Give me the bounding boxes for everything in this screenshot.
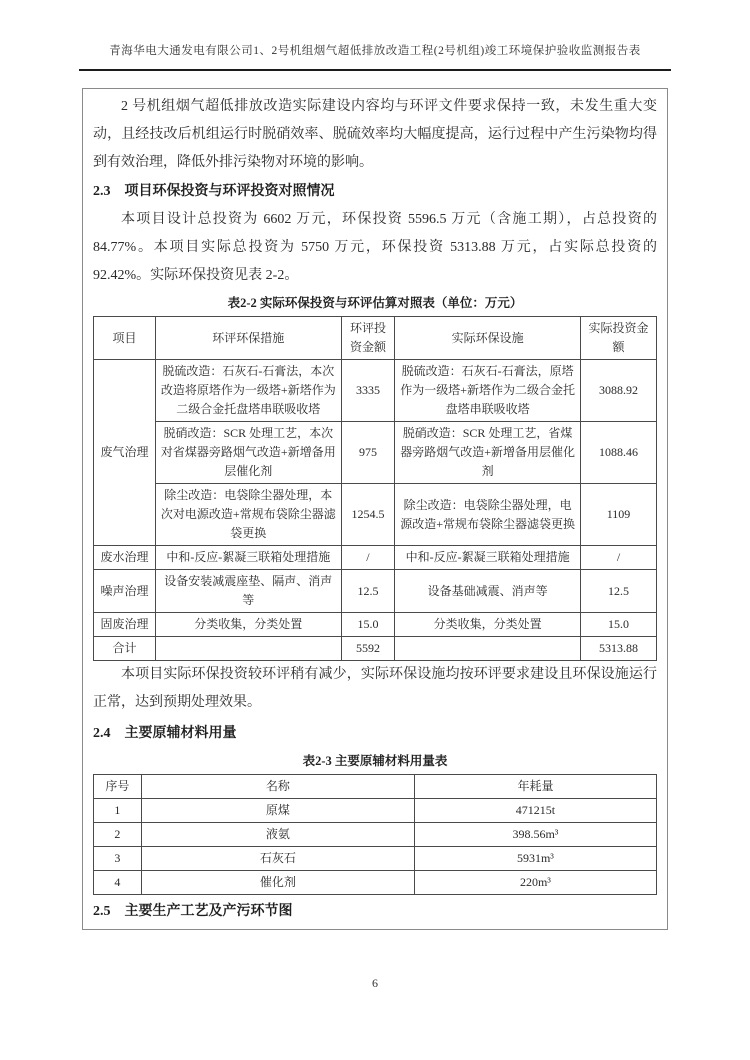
document-body-frame (82, 88, 668, 930)
cell-measure: 分类收集，分类处置 (155, 613, 341, 637)
cell-actual-facility: 脱硝改造：SCR 处理工艺，省煤器旁路烟气改造+新增备用层催化剂 (395, 422, 581, 484)
cell-actual-amount: 12.5 (580, 570, 656, 613)
cell-actual-facility: 脱硫改造：石灰石-石膏法，原塔作为一级塔+新塔作为二级合金托盘塔串联吸收塔 (395, 360, 581, 422)
cell-index: 4 (94, 871, 142, 895)
table-row (94, 613, 657, 637)
cell-measure (155, 637, 341, 661)
cell-consumption: 5931m³ (414, 847, 656, 871)
cell-eia-amount: 12.5 (341, 570, 394, 613)
section-number: 2.4 (93, 726, 111, 741)
cell-material-name: 液氨 (141, 823, 414, 847)
col-header-index: 序号 (94, 775, 142, 799)
table-row (94, 823, 657, 847)
cell-measure: 脱硫改造：石灰石-石膏法，本次改造将原塔作为一级塔+新塔作为二级合金托盘塔串联吸收塔 (155, 360, 341, 422)
cell-index: 1 (94, 799, 142, 823)
section-heading-2-5 (93, 897, 657, 926)
table-row (94, 570, 657, 613)
table-2-3-title: 表2-3 主要原辅材料用量表 (302, 754, 448, 768)
cell-eia-amount: / (341, 546, 394, 570)
table-header-row (94, 317, 657, 360)
cell-actual-facility: 分类收集，分类处置 (395, 613, 581, 637)
page-header-title: 青海华电大通发电有限公司1、2号机组烟气超低排放改造工程(2号机组)竣工环境保护验收监测报告表 (109, 45, 641, 57)
section-title: 主要原辅材料用量 (124, 726, 237, 741)
col-header-actual-facility: 实际环保设施 (395, 317, 581, 360)
table-2-2-title: 表2-2 实际环保投资与环评估算对照表（单位：万元） (227, 296, 523, 310)
cell-consumption: 398.56m³ (414, 823, 656, 847)
table-row (94, 871, 657, 895)
cell-actual-amount: 15.0 (580, 613, 656, 637)
cell-actual-amount: 1109 (580, 484, 656, 546)
cell-actual-facility: 中和-反应-絮凝三联箱处理措施 (395, 546, 581, 570)
section-heading-2-3 (93, 177, 657, 206)
table-row (94, 484, 657, 546)
section-number: 2.5 (93, 904, 111, 919)
raw-materials-table (93, 774, 657, 895)
col-header-annual-consumption: 年耗量 (414, 775, 656, 799)
cell-measure: 设备安装减震座垫、隔声、消声等 (155, 570, 341, 613)
cell-category-waste-water: 废水治理 (94, 546, 156, 570)
table-header-row (94, 775, 657, 799)
cell-actual-facility: 除尘改造：电袋除尘器处理，电源改造+常规布袋除尘器滤袋更换 (395, 484, 581, 546)
cell-eia-amount: 975 (341, 422, 394, 484)
col-header-actual-amount: 实际投资金额 (580, 317, 656, 360)
cell-eia-amount: 5592 (341, 637, 394, 661)
cell-actual-facility (395, 637, 581, 661)
cell-actual-amount: 3088.92 (580, 360, 656, 422)
paragraph-conclusion: 本项目实际环保投资较环评稍有减少，实际环保设施均按环评要求建设且环保设施运行正常，达到预期处理效果。 (93, 667, 657, 710)
cell-category-total: 合计 (94, 637, 156, 661)
paragraph-investment: 本项目设计总投资为 6602 万元，环保投资 5596.5 万元（含施工期），占总投资的 84.77%。本项目实际总投资为 5750 万元，环保投资 5313.88 万元，占实际总投资的 92.42%。实际环保投资见表 2-2。 (93, 212, 657, 283)
cell-material-name: 催化剂 (141, 871, 414, 895)
cell-measure: 脱硝改造：SCR 处理工艺，本次对省煤器旁路烟气改造+新增备用层催化剂 (155, 422, 341, 484)
cell-material-name: 石灰石 (141, 847, 414, 871)
section-title: 主要生产工艺及产污环节图 (124, 904, 293, 919)
col-header-eia-measure: 环评环保措施 (155, 317, 341, 360)
table-row (94, 360, 657, 422)
table-row (94, 422, 657, 484)
cell-category-solid-waste: 固废治理 (94, 613, 156, 637)
cell-consumption: 471215t (414, 799, 656, 823)
cell-actual-facility: 设备基础减震、消声等 (395, 570, 581, 613)
col-header-name: 名称 (141, 775, 414, 799)
cell-eia-amount: 1254.5 (341, 484, 394, 546)
table-total-row (94, 637, 657, 661)
cell-actual-amount: 1088.46 (580, 422, 656, 484)
paragraph-intro: 2 号机组烟气超低排放改造实际建设内容均与环评文件要求保持一致，未发生重大变动，且经技改后机组运行时脱硝效率、脱硫效率均大幅度提高，运行过程中产生污染物均得到有效治理，降低外排污染物对环境的影响。 (93, 99, 657, 170)
col-header-project: 项目 (94, 317, 156, 360)
cell-actual-amount: / (580, 546, 656, 570)
cell-category-waste-gas: 废气治理 (94, 360, 156, 546)
cell-eia-amount: 3335 (341, 360, 394, 422)
table-row (94, 799, 657, 823)
cell-category-noise: 噪声治理 (94, 570, 156, 613)
cell-measure: 中和-反应-絮凝三联箱处理措施 (155, 546, 341, 570)
page-number: 6 (372, 976, 378, 990)
table-row (94, 546, 657, 570)
eia-investment-comparison-table (93, 316, 657, 661)
section-number: 2.3 (93, 184, 111, 199)
section-title: 项目环保投资与环评投资对照情况 (124, 184, 335, 199)
cell-actual-amount: 5313.88 (580, 637, 656, 661)
cell-eia-amount: 15.0 (341, 613, 394, 637)
col-header-eia-amount: 环评投资金额 (341, 317, 394, 360)
table-row (94, 847, 657, 871)
cell-consumption: 220m³ (414, 871, 656, 895)
section-heading-2-4 (93, 719, 657, 748)
cell-index: 2 (94, 823, 142, 847)
header-divider-line (79, 69, 671, 71)
cell-measure: 除尘改造：电袋除尘器处理，本次对电源改造+常规布袋除尘器滤袋更换 (155, 484, 341, 546)
cell-material-name: 原煤 (141, 799, 414, 823)
cell-index: 3 (94, 847, 142, 871)
